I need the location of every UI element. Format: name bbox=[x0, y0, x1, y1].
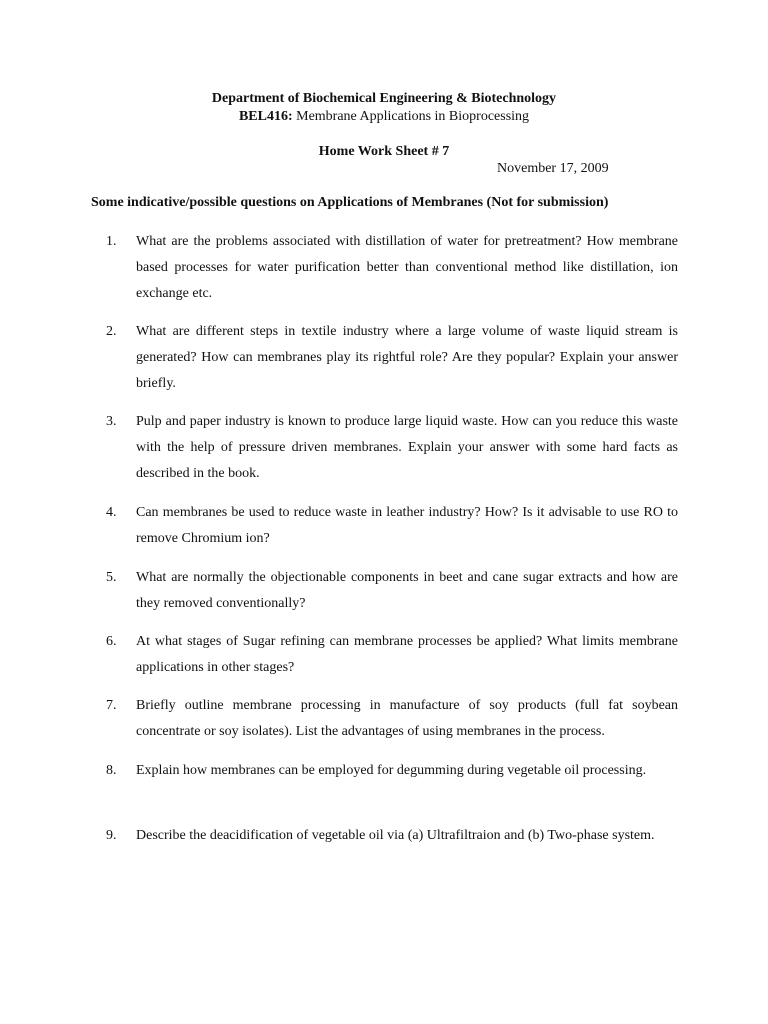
intro-heading: Some indicative/possible questions on Applications of Membranes (Not for submission) bbox=[91, 195, 609, 210]
question-text: Explain how membranes can be employed for degumming during vegetable oil processing. bbox=[136, 763, 647, 778]
question-number: 8. bbox=[106, 763, 117, 778]
question-text: At what stages of Sugar refining can membrane processes be applied? What limits membrane applications in other stages? bbox=[136, 634, 678, 675]
question-text: Briefly outline membrane processing in manufacture of soy products (full fat soybean concentrate or soy isolates). List the advantages of using membranes in the process. bbox=[136, 698, 678, 739]
question-number: 2. bbox=[106, 324, 117, 339]
question-number: 7. bbox=[106, 698, 117, 713]
course-line bbox=[0, 109, 768, 125]
question-text: What are normally the objectionable components in beet and cane sugar extracts and how are they removed conventionally? bbox=[136, 570, 678, 611]
question-text: Can membranes be used to reduce waste in leather industry? How? Is it advisable to use RO to remove Chromium ion? bbox=[136, 505, 678, 546]
department-heading: Department of Biochemical Engineering & Biotechnology bbox=[211, 91, 557, 106]
question-text: Describe the deacidification of vegetable oil via (a) Ultrafiltraion and (b) Two-phase system. bbox=[136, 828, 655, 843]
question-text: Pulp and paper industry is known to produce large liquid waste. How can you reduce this waste with the help of pressure driven membranes. Explain your answer with some hard facts as described in the book. bbox=[136, 414, 678, 481]
question-number: 1. bbox=[106, 234, 117, 249]
course-code: BEL416: bbox=[238, 109, 293, 124]
question-text: What are different steps in textile industry where a large volume of waste liquid stream is generated? How can membranes play its rightful role? Are they popular? Explain your answer briefly. bbox=[136, 324, 678, 391]
sheet-title: Home Work Sheet # 7 bbox=[318, 144, 450, 159]
sheet-date: November 17, 2009 bbox=[497, 161, 609, 176]
course-name: Membrane Applications in Bioprocessing bbox=[296, 109, 530, 124]
question-number: 3. bbox=[106, 414, 117, 429]
question-number: 4. bbox=[106, 505, 117, 520]
question-number: 9. bbox=[106, 828, 117, 843]
question-text: What are the problems associated with distillation of water for pretreatment? How membrane based processes for water purification better than conventional method like distillation, ion exchange etc. bbox=[136, 234, 678, 301]
question-number: 6. bbox=[106, 634, 117, 649]
question-number: 5. bbox=[106, 570, 117, 585]
